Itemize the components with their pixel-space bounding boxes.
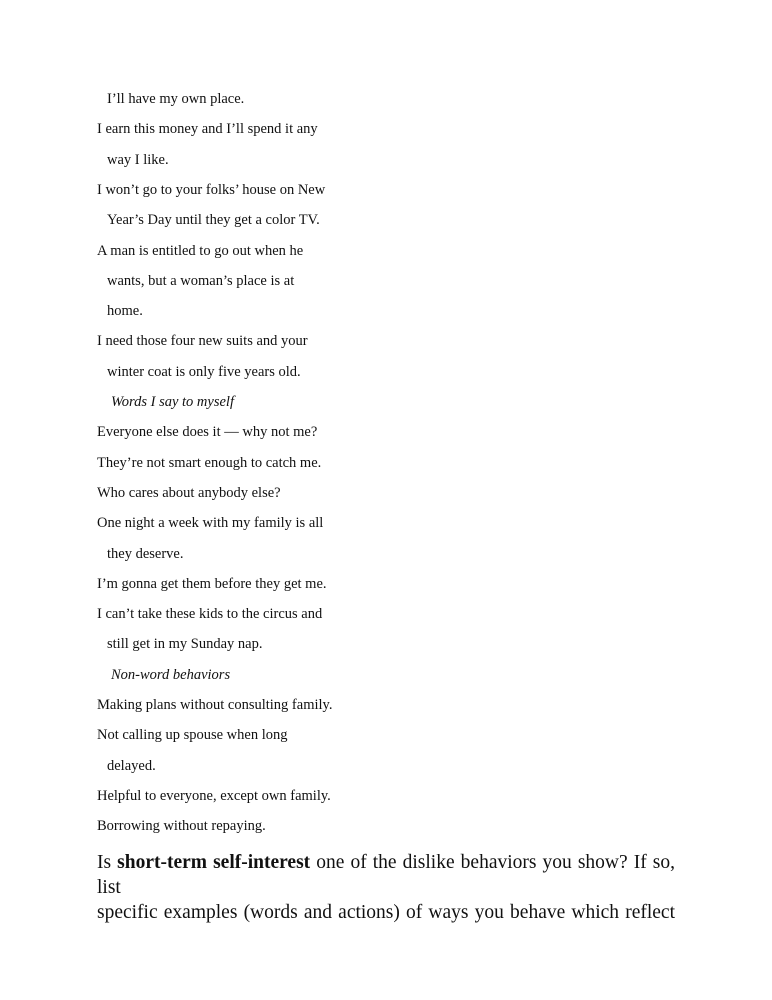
list-line: still get in my Sunday nap.: [107, 636, 263, 653]
list-line: I’m gonna get them before they get me.: [97, 575, 327, 592]
list-line: Everyone else does it — why not me?: [97, 424, 318, 441]
list-line: Not calling up spouse when long: [97, 727, 288, 744]
question-emphasis: short-term self-interest: [117, 852, 311, 873]
question-prefix: Is: [97, 852, 118, 873]
list-line: They’re not smart enough to catch me.: [97, 454, 322, 471]
list-line: they deserve.: [107, 545, 184, 562]
list-line: Who cares about anybody else?: [97, 484, 281, 501]
list-line: Helpful to everyone, except own family.: [97, 787, 331, 804]
list-line: A man is entitled to go out when he: [97, 242, 304, 259]
section-heading-non-word-behaviors: Non-word behaviors: [111, 666, 231, 683]
list-line: home.: [107, 303, 143, 320]
list-line: I won’t go to your folks’ house on New: [97, 181, 326, 198]
list-line: Making plans without consulting family.: [97, 697, 333, 713]
question-line-2: specific examples (words and actions) of ways you behave which reflect: [97, 902, 675, 923]
list-line: Year’s Day until they get a color TV.: [107, 212, 320, 229]
question-line-1: [97, 850, 675, 900]
list-line: way I like.: [107, 151, 169, 168]
section-heading-words-to-myself: Words I say to myself: [111, 394, 234, 410]
list-line: I’ll have my own place.: [107, 91, 245, 107]
list-line: I need those four new suits and your: [97, 333, 308, 350]
list-line: wants, but a woman’s place is at: [107, 272, 295, 289]
list-line: I earn this money and I’ll spend it any: [97, 121, 318, 138]
question-paragraph: [97, 850, 675, 925]
list-line: delayed.: [107, 757, 156, 774]
list-line: One night a week with my family is all: [97, 515, 324, 532]
list-line: I can’t take these kids to the circus and: [97, 606, 323, 623]
question-rest: one of the dislike behaviors you show? If so, list: [97, 852, 675, 898]
list-line: Borrowing without repaying.: [97, 818, 266, 835]
list-line: winter coat is only five years old.: [107, 363, 301, 380]
